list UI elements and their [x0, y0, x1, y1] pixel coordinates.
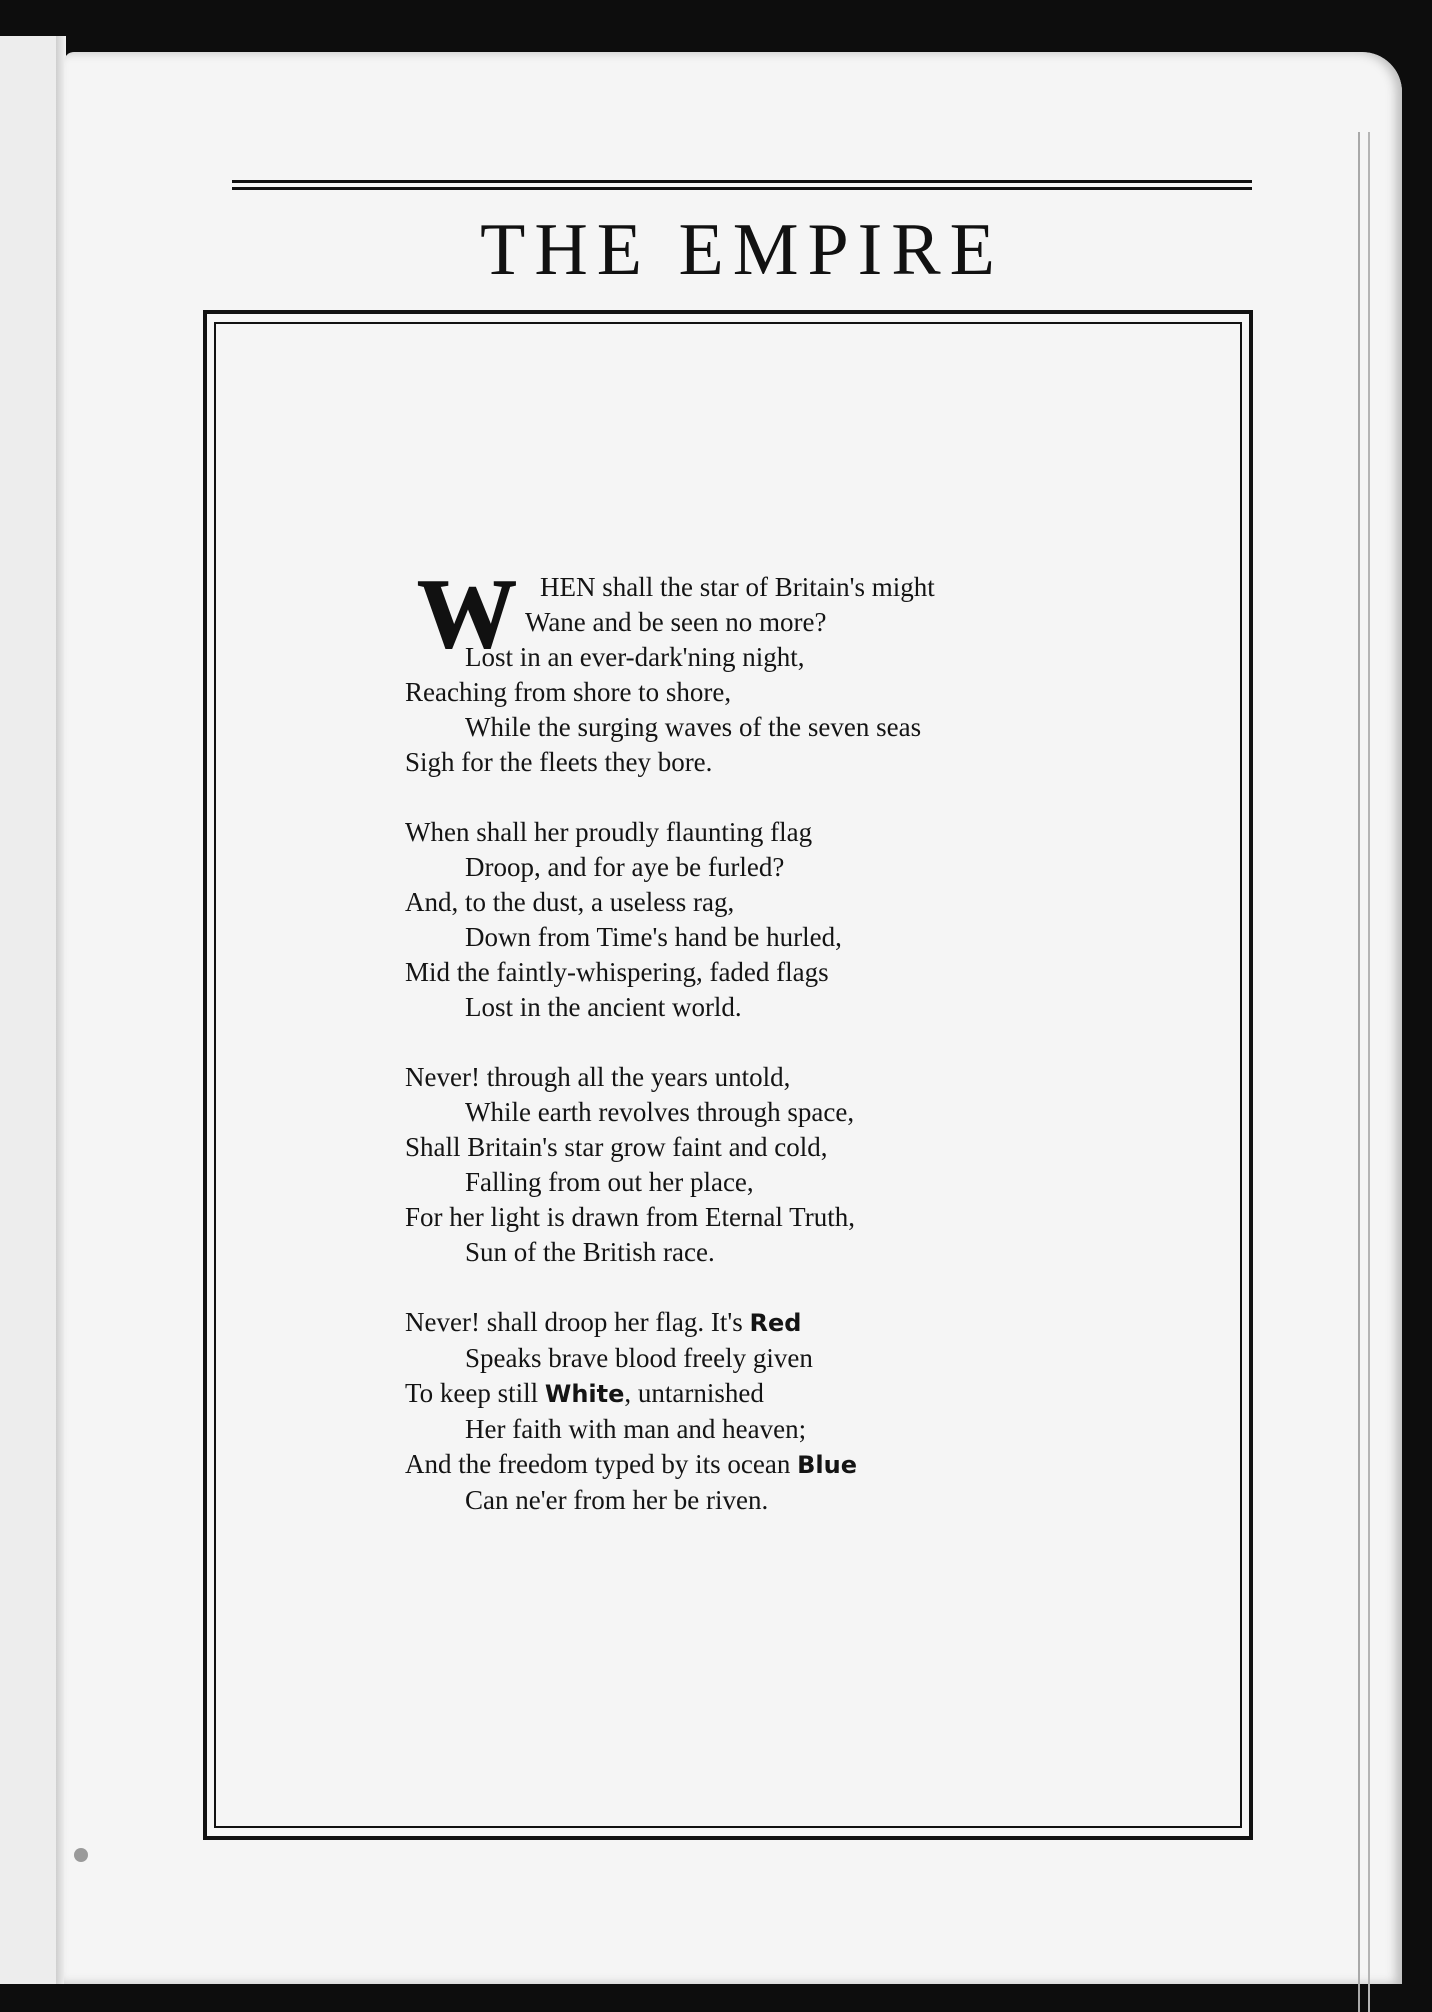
color-word-white: White	[544, 1380, 625, 1408]
poem-line: Can ne'er from her be riven.	[465, 1485, 769, 1515]
color-word-red: Red	[749, 1309, 802, 1337]
poem-line	[405, 1447, 1045, 1483]
stanza-2	[405, 815, 1045, 1025]
page-title: THE EMPIRE	[480, 209, 1004, 291]
poem-line: Lost in the ancient world.	[465, 992, 742, 1022]
poem-text: , untarnished	[624, 1378, 764, 1408]
poem-line: Down from Time's hand be hurled,	[465, 922, 842, 952]
poem-line	[405, 1376, 1045, 1412]
stanza-4	[405, 1305, 1045, 1518]
color-word-blue: Blue	[797, 1451, 858, 1479]
poem-line: And, to the dust, a useless rag,	[405, 887, 735, 917]
poem-text: Never! shall droop her flag. It's	[405, 1307, 750, 1337]
drop-cap: W	[417, 558, 517, 669]
poem-line: Wane and be seen no more?	[525, 607, 827, 637]
poem-text: And the freedom typed by its ocean	[405, 1449, 798, 1479]
facing-page-edge	[0, 36, 64, 1984]
poem-line: For her light is drawn from Eternal Truth,	[405, 1202, 855, 1232]
poem-line: Lost in an ever-dark'ning night,	[465, 642, 805, 672]
poem-line: Sun of the British race.	[465, 1237, 715, 1267]
poem-line: Reaching from shore to shore,	[405, 677, 732, 707]
poem-line: HEN shall the star of Britain's might	[540, 572, 935, 602]
poem-line: Mid the faintly-whispering, faded flags	[405, 957, 829, 987]
stanza-3	[405, 1060, 1045, 1270]
poem-line: Her faith with man and heaven;	[465, 1414, 807, 1444]
poem-line	[405, 1305, 1045, 1341]
poem-line: While the surging waves of the seven seas	[465, 712, 922, 742]
poem-body	[405, 558, 1045, 1553]
poem-line: Droop, and for aye be furled?	[465, 852, 785, 882]
poem-line: While earth revolves through space,	[465, 1097, 855, 1127]
stanza-1	[405, 558, 1045, 780]
page-edge-lines	[1358, 132, 1370, 2012]
poem-line: Sigh for the fleets they bore.	[405, 747, 713, 777]
poem-line: Shall Britain's star grow faint and cold,	[405, 1132, 828, 1162]
paper-speck	[74, 1848, 88, 1862]
poem-line: When shall her proudly flaunting flag	[405, 817, 813, 847]
poem-line: Falling from out her place,	[465, 1167, 754, 1197]
poem-line: Never! through all the years untold,	[405, 1062, 791, 1092]
poem-text: To keep still	[405, 1378, 545, 1408]
title-rule	[232, 180, 1252, 190]
poem-line: Speaks brave blood freely given	[465, 1343, 813, 1373]
